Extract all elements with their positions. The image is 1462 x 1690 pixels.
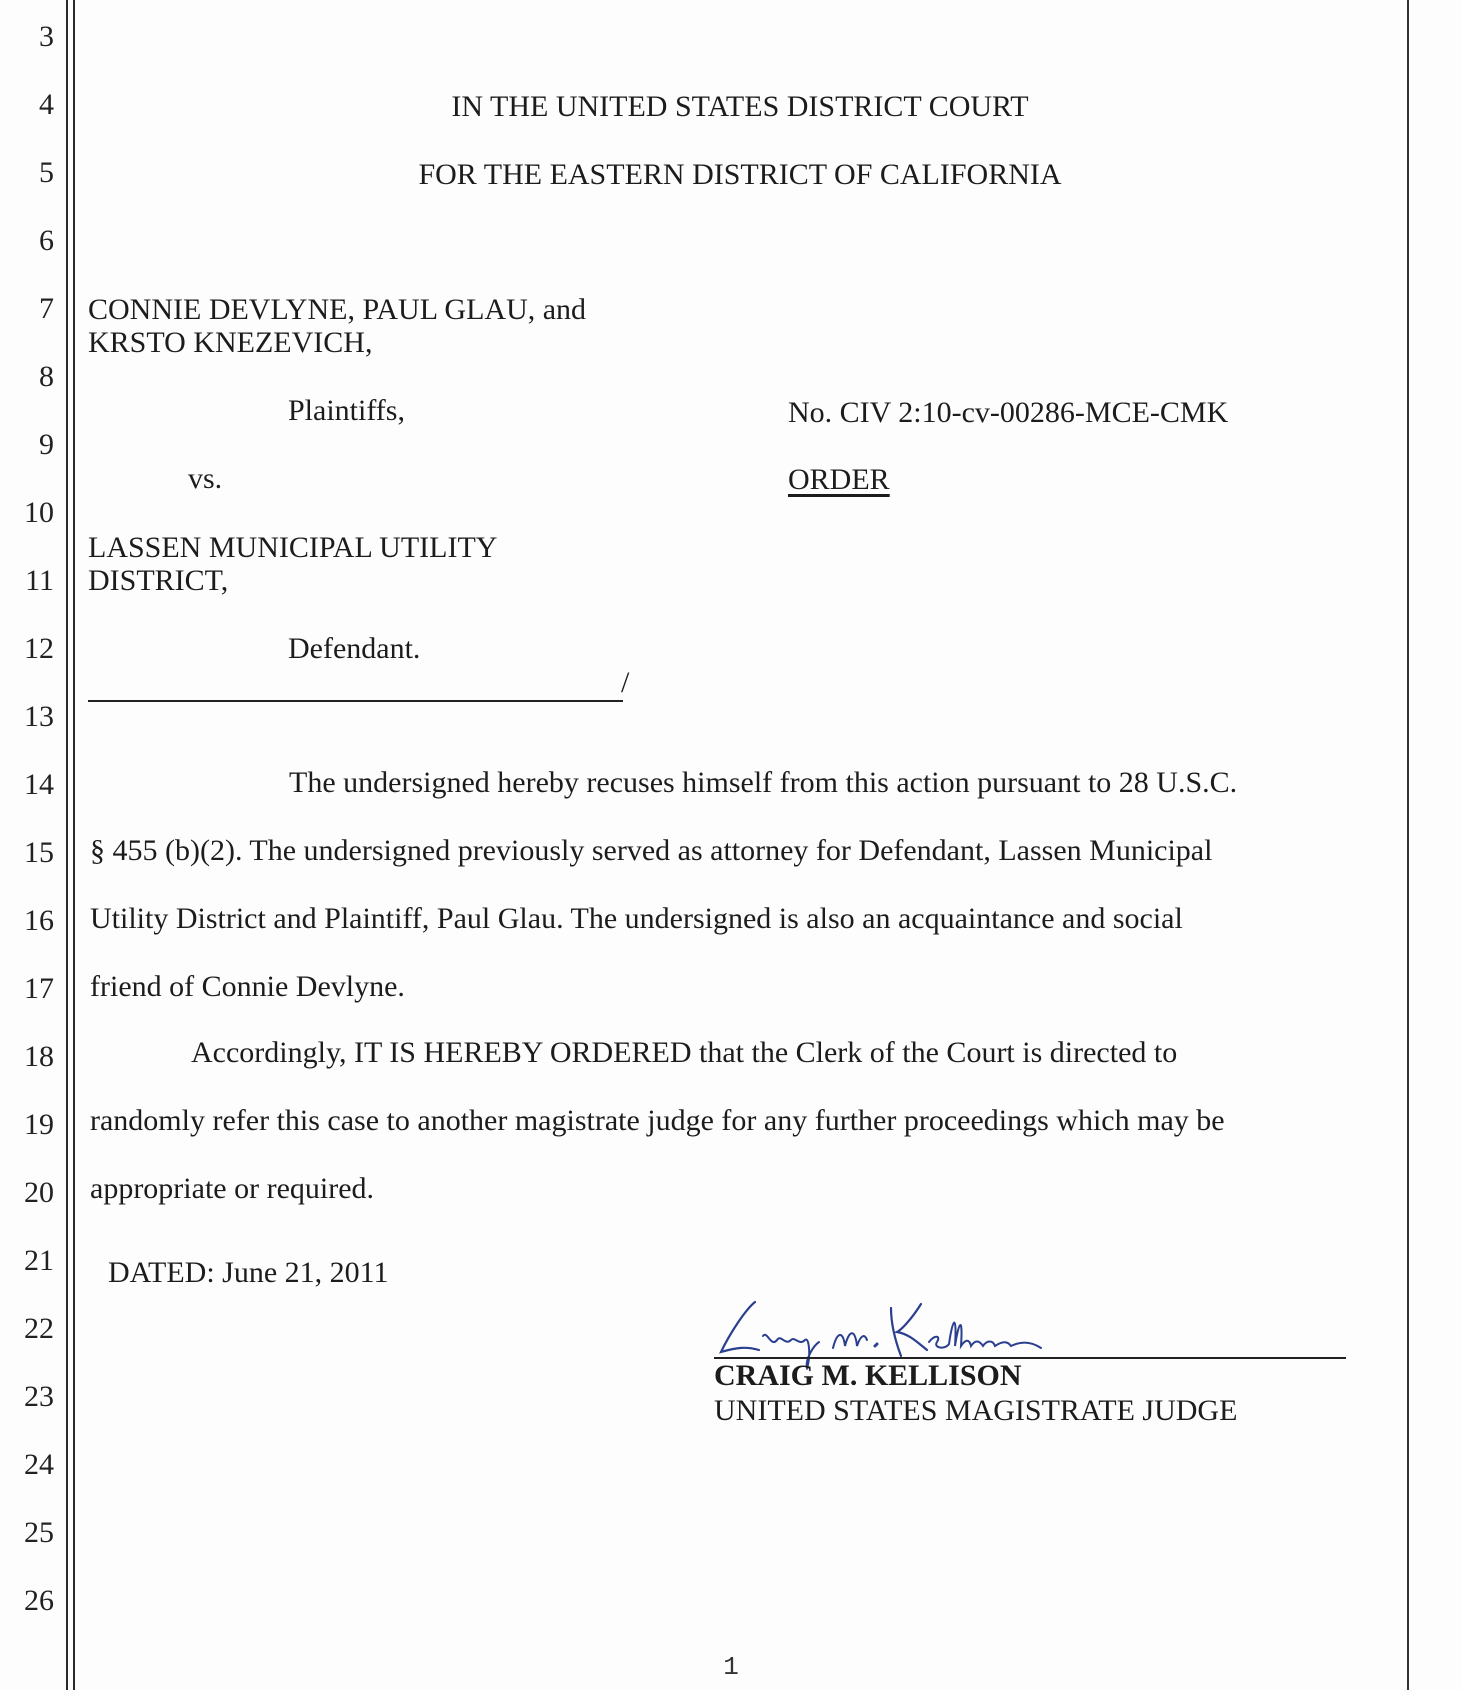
body-paragraph-1-line: The undersigned hereby recuses himself from this action pursuant to 28 U.S.C. [289,766,1238,799]
line-number: 15 [24,836,54,869]
caption-slash: / [621,666,630,699]
line-number: 25 [24,1516,54,1549]
line-number: 11 [25,564,54,597]
line-number: 13 [24,700,54,733]
versus: vs. [188,462,223,495]
line-number: 17 [24,972,54,1005]
signatory-name: CRAIG M. KELLISON [714,1359,1022,1392]
body-paragraph-2-line: appropriate or required. [90,1172,375,1205]
body-paragraph-1-line: friend of Connie Devlyne. [90,970,405,1003]
right-margin-rule [1407,0,1409,1690]
line-number: 8 [39,360,54,393]
line-number: 16 [24,904,54,937]
defendant-name-cont: DISTRICT, [88,564,229,597]
line-number: 21 [24,1244,54,1277]
court-district: FOR THE EASTERN DISTRICT OF CALIFORNIA [418,158,1062,191]
line-number: 4 [39,88,54,121]
line-number: 23 [24,1380,54,1413]
line-number: 18 [24,1040,54,1073]
line-number: 7 [39,292,54,325]
line-number: 3 [39,20,54,53]
line-number: 5 [39,156,54,189]
court-name: IN THE UNITED STATES DISTRICT COURT [451,90,1029,123]
plaintiffs-label: Plaintiffs, [288,394,405,427]
left-margin-rule [66,0,68,1690]
body-paragraph-2-line: Accordingly, IT IS HEREBY ORDERED that the Clerk of the Court is directed to [191,1036,1178,1069]
line-number: 26 [24,1584,54,1617]
defendant-name: LASSEN MUNICIPAL UTILITY [88,531,498,564]
signatory-title: UNITED STATES MAGISTRATE JUDGE [714,1394,1238,1427]
body-paragraph-1-line: Utility District and Plaintiff, Paul Glau. The undersigned is also an acquaintance and social [90,902,1183,935]
page-number: 1 [723,1652,739,1682]
line-number: 19 [24,1108,54,1141]
document-title: ORDER [788,463,890,496]
left-margin-rule-inner [73,0,75,1690]
plaintiffs-names-cont: KRSTO KNEZEVICH, [88,326,373,359]
line-number: 12 [24,632,54,665]
body-paragraph-2-line: randomly refer this case to another magistrate judge for any further proceedings which may be [90,1104,1225,1137]
line-number: 14 [24,768,54,801]
caption-underline [88,700,623,702]
dated-line: DATED: June 21, 2011 [108,1256,389,1289]
case-number: No. CIV 2:10-cv-00286-MCE-CMK [788,396,1229,429]
plaintiffs-names: CONNIE DEVLYNE, PAUL GLAU, and [88,293,587,326]
line-number: 20 [24,1176,54,1209]
line-number: 24 [24,1448,54,1481]
line-number: 6 [39,224,54,257]
line-number: 9 [39,428,54,461]
line-number: 10 [24,496,54,529]
body-paragraph-1-line: § 455 (b)(2). The undersigned previously served as attorney for Defendant, Lassen Municipal [90,834,1213,867]
defendant-label: Defendant. [288,632,421,665]
line-number: 22 [24,1312,54,1345]
